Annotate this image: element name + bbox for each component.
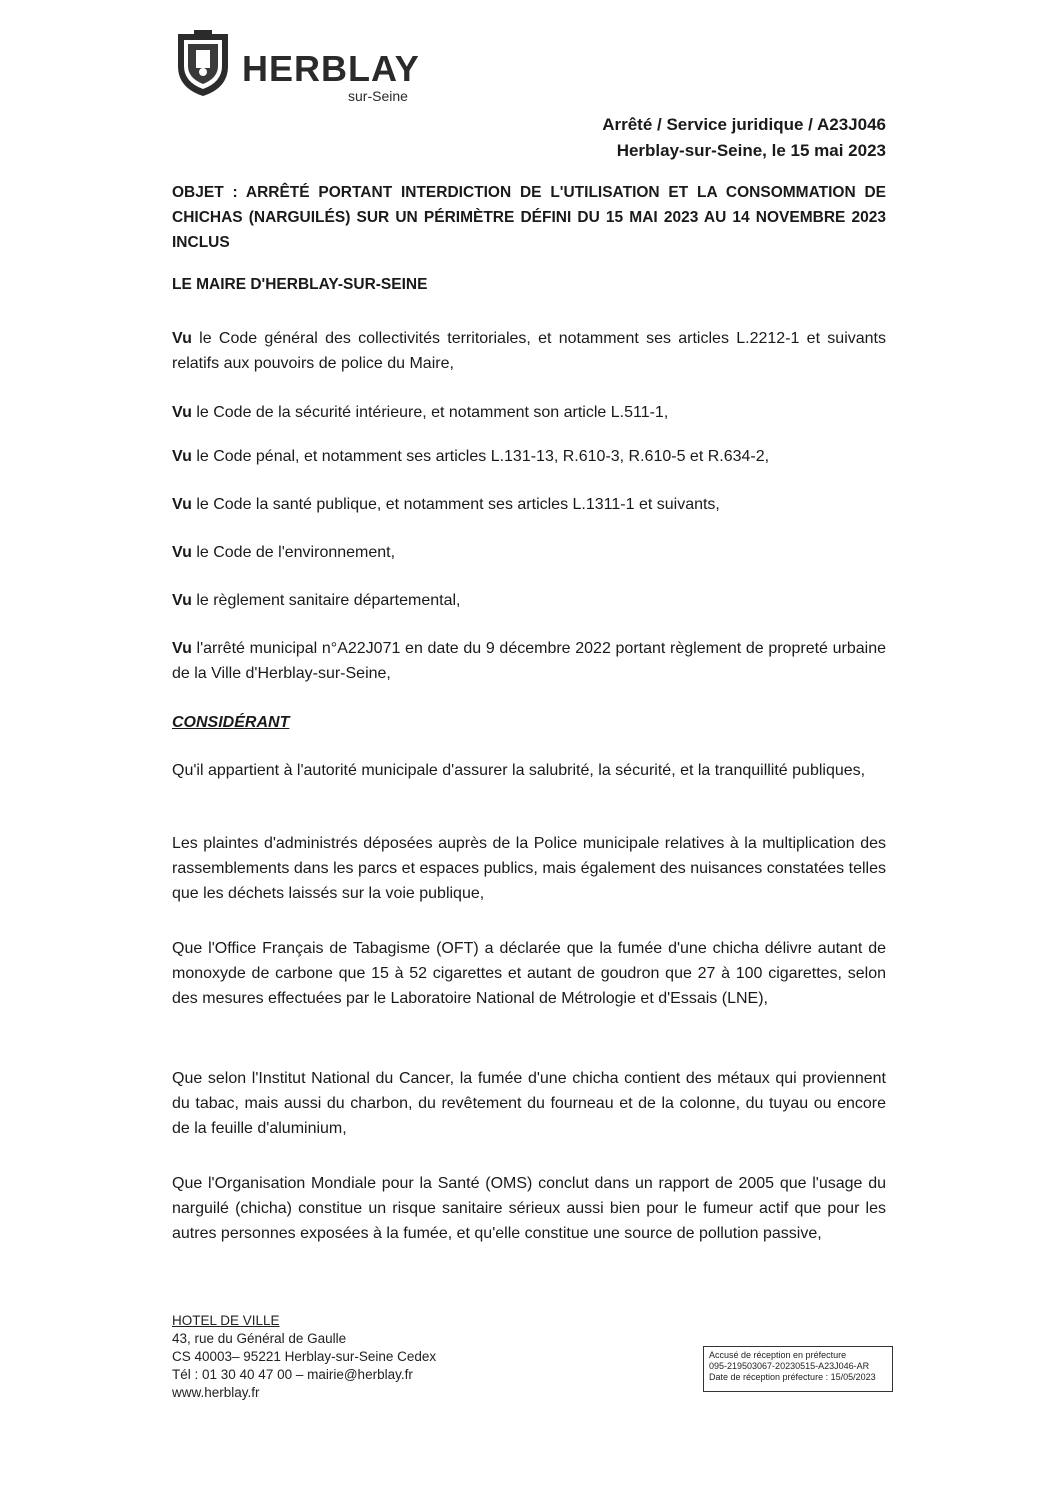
issuing-authority: LE MAIRE D'HERBLAY-SUR-SEINE — [172, 276, 428, 293]
vu-label: Vu — [172, 544, 192, 561]
logo-wordmark: HERBLAY — [242, 48, 420, 89]
city-crest-icon — [172, 26, 234, 98]
stamp-line: Accusé de réception en préfecture — [709, 1350, 847, 1360]
footer-street: 43, rue du Général de Gaulle — [172, 1331, 347, 1346]
stamp-line: Date de réception préfecture : 15/05/2023 — [709, 1372, 876, 1382]
vu-label: Vu — [172, 640, 192, 657]
vu-label: Vu — [172, 404, 192, 421]
footer-website: www.herblay.fr — [172, 1385, 260, 1400]
vu-paragraph: Vu le Code pénal, et notamment ses articles L.131-13, R.610-3, R.610-5 et R.634-2, — [172, 448, 770, 465]
vu-label: Vu — [172, 448, 192, 465]
city-hall-address — [172, 1312, 436, 1402]
logo-subtitle: sur-Seine — [348, 88, 408, 104]
prefecture-receipt-stamp — [703, 1346, 893, 1392]
vu-paragraph: Vu le règlement sanitaire départemental, — [172, 592, 461, 609]
vu-label: Vu — [172, 592, 192, 609]
footer-title: HOTEL DE VILLE — [172, 1313, 280, 1328]
considerant-paragraph: Que l'Office Français de Tabagisme (OFT) a déclarée que la fumée d'une chicha délivre autant de monoxyde de carbone que 15 à 52 cigarettes et autant de goudron que 27 à 100 cigarettes, selon des mesures effectuées par le Laboratoire National de Métrologie et d'Essais (LNE), — [172, 940, 886, 1007]
considerant-paragraph: Les plaintes d'administrés déposées auprès de la Police municipale relatives à la multiplication des rassemblements dans les parcs et espaces publics, mais également des nuisances constatées telles que les déchets laissés sur la voie publique, — [172, 835, 886, 902]
vu-paragraph: Vu le Code de la sécurité intérieure, et notamment son article L.511-1, — [172, 404, 669, 421]
considerant-paragraph: Que selon l'Institut National du Cancer, la fumée d'une chicha contient des métaux qui proviennent du tabac, mais aussi du charbon, du revêtement du fourneau et de la colonne, du tuyau ou encore de la feuille d'aluminium, — [172, 1070, 886, 1137]
footer-contact: Tél : 01 30 40 47 00 – mairie@herblay.fr — [172, 1367, 413, 1382]
vu-paragraph: Vu le Code général des collectivités territoriales, et notamment ses articles L.2212-1 et suivants relatifs aux pouvoirs de police du Maire, — [172, 330, 887, 372]
considerant-heading: CONSIDÉRANT — [172, 714, 290, 731]
herblay-logo — [172, 26, 432, 106]
considerant-paragraph: Qu'il appartient à l'autorité municipale d'assurer la salubrité, la sécurité, et la tranquillité publiques, — [172, 762, 866, 779]
reference-number: Arrêté / Service juridique / A23J046 — [602, 115, 886, 134]
vu-label: Vu — [172, 496, 192, 513]
considerant-paragraph: Que l'Organisation Mondiale pour la Santé (OMS) conclut dans un rapport de 2005 que l'usage du narguilé (chicha) constitue un risque sanitaire sérieux aussi bien pour le fumeur actif que pour les autres personnes exposées à la fumée, et qu'elle constitue une source de pollution passive, — [172, 1175, 886, 1242]
document-reference — [602, 112, 886, 164]
stamp-line: 095-219503067-20230515-A23J046-AR — [709, 1361, 870, 1371]
vu-label: Vu — [172, 330, 192, 347]
footer-postal: CS 40003– 95221 Herblay-sur-Seine Cedex — [172, 1349, 437, 1364]
vu-paragraph: Vu le Code de l'environnement, — [172, 544, 396, 561]
vu-paragraph: Vu le Code la santé publique, et notamment ses articles L.1311-1 et suivants, — [172, 496, 720, 513]
document-subject: OBJET : ARRÊTÉ PORTANT INTERDICTION DE L'UTILISATION ET LA CONSOMMATION DE CHICHAS (NARGUILÉS) SUR UN PÉRIMÈTRE DÉFINI DU 15 MAI 2023 AU 14 NOVEMBRE 2023 INCLUS — [172, 184, 886, 251]
vu-paragraph: Vu l'arrêté municipal n°A22J071 en date du 9 décembre 2022 portant règlement de propreté urbaine de la Ville d'Herblay-sur-Seine, — [172, 640, 886, 682]
place-and-date: Herblay-sur-Seine, le 15 mai 2023 — [616, 141, 886, 160]
